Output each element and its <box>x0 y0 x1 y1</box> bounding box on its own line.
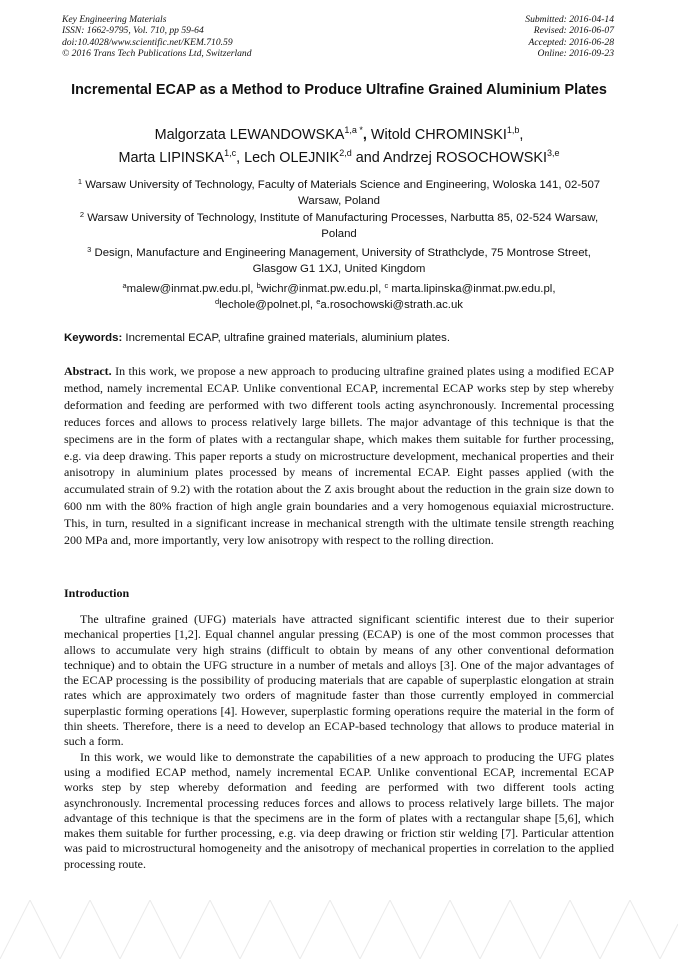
doi-link[interactable]: doi:10.4028/www.scientific.net/KEM.710.59 <box>62 36 233 48</box>
intro-paragraph: The ultrafine grained (UFG) materials have attracted significant scientific interest due to their superior mechanical properties [1,2]. Equal channel angular pressing (ECAP) is one of the most common processes that allows to accumulate very high strains (difficult to obtain by means of any other conventional deformation technique) and to obtain the UFG structure in a number of metals and alloys [3]. One of the major advantages of the ECAP processing is the possibility of producing materials that are capable of superplastic elongation at strain rates which are approximately two orders of magnitude faster than those currently employed in commercial superplastic forming operations [4]. However, superplastic forming operations require the material in the form of thin sheets. Therefore, there is a need to develop an ECAP-based technology that allows to produce material in such a form. <box>64 612 614 749</box>
author-line-2 <box>55 147 623 170</box>
author-name: Witold CHROMINSKI <box>370 127 507 143</box>
email-sup: b <box>256 281 261 290</box>
affiliation-text: Warsaw University of Technology, Faculty of Materials Science and Engineering, Woloska 141, 02-507 Warsaw, Poland <box>85 179 601 207</box>
author-line-1 <box>55 124 623 147</box>
author-name: Marta LIPINSKA <box>118 150 225 166</box>
email-link[interactable]: lechole@polnet.pl, <box>219 299 314 311</box>
email-link[interactable]: a.rosochowski@strath.ac.uk <box>320 299 464 311</box>
watermark-pattern <box>0 900 678 959</box>
email-link[interactable]: marta.lipinska@inmat.pw.edu.pl, <box>391 283 556 295</box>
email-sup: d <box>214 297 220 306</box>
email-list <box>66 281 612 313</box>
paper-title: Incremental ECAP as a Method to Produce Ultrafine Grained Aluminium Plates <box>71 82 607 98</box>
intro-paragraph: In this work, we would like to demonstrate the capabilities of a new approach to producing the UFG plates using a modified ECAP method, namely incremental ECAP. Unlike conventional ECAP, incremental ECAP works step by step whereby deformation and feeding are performed with two different tools acting asynchronously. Incremental processing reduces forces and allows to process relatively large billets. The major advantage of this technique is that the specimens are in the form of plates with a rectangular shape [5,6], which makes them suitable for further processing, e.g. via deep drawing or friction stir welding [7]. Particular attention was paid to microstructural homogeneity and the anisotropy of mechanical properties in correlation to the applied processing route. <box>64 749 614 871</box>
email-sup: a <box>122 281 127 290</box>
author-name: Andrzej ROSOCHOWSKI <box>383 150 547 166</box>
author-sup: 3,e <box>546 148 560 158</box>
introduction-body <box>64 612 614 872</box>
revised-date: Revised: 2016-06-07 <box>533 25 614 37</box>
affiliation-2 <box>66 210 612 242</box>
author-name: Lech OLEJNIK <box>244 150 340 166</box>
keywords-label: Keywords: <box>64 332 123 344</box>
submitted-date: Submitted: 2016-04-14 <box>525 14 614 25</box>
email-line-1 <box>66 281 612 297</box>
author-sup: 1,c <box>224 148 237 158</box>
author-sup: 1,a * <box>344 125 363 135</box>
section-heading-introduction: Introduction <box>64 586 130 600</box>
email-link[interactable]: wichr@inmat.pw.edu.pl, <box>260 283 382 295</box>
author-list <box>55 124 623 170</box>
accepted-date: Accepted: 2016-06-28 <box>528 36 614 48</box>
abstract-label: Abstract. <box>64 364 112 378</box>
author-sup: 1,b <box>506 125 520 135</box>
affiliation-text: Warsaw University of Technology, Institute of Manufacturing Processes, Narbutta 85, 02-524 Warsaw, Poland <box>87 212 599 240</box>
author-sup: 2,d <box>339 148 352 158</box>
issn-line: ISSN: 1662-9795, Vol. 710, pp 59-64 <box>62 25 204 37</box>
affiliation-1 <box>66 177 612 209</box>
affiliation-number: 1 <box>77 177 83 186</box>
abstract <box>64 363 614 549</box>
email-sup: e <box>316 297 321 306</box>
affiliation-text: Design, Manufacture and Engineering Management, University of Strathclyde, 75 Montrose Street, Glasgow G1 1XJ, United Kingdom <box>94 247 591 275</box>
copyright-line: © 2016 Trans Tech Publications Ltd, Switzerland <box>62 47 252 59</box>
author-separator-and: and <box>355 150 380 166</box>
affiliation-3 <box>66 245 612 277</box>
abstract-text: In this work, we propose a new approach to producing ultrafine grained plates using a modified ECAP method, namely incremental ECAP. Unlike conventional ECAP, incremental ECAP works step by step whereby deformation and feeding are performed with two different tools acting asynchronously. Incremental processing reduces forces and allows to process relatively large billets. The major advantage of this technique is that the specimens are in the form of plates with a rectangular shape, which makes them suitable for further processing, e.g. via deep drawing. This paper reports a study on microstructure development, mechanical properties and their anisotropy in aluminium plates processed by means of incremental ECAP. Eight passes applied (with the accumulated strain of 9.2) with the rotation about the Z axis brought about the reduction in the grain size down to 600 nm with the 80% fraction of high angle grain boundaries and a very homogenous equiaxial microstructure. This, in turn, resulted in a significant increase in mechanical strength with the ultimate tensile strength reaching 200 MPa and, more importantly, very low anisotropy with respect to the rolling direction. <box>64 364 614 548</box>
online-date: Online: 2016-09-23 <box>537 47 614 59</box>
author-separator: , <box>519 127 524 143</box>
keywords <box>64 331 616 345</box>
author-separator: , <box>236 150 241 166</box>
author-separator: , <box>362 127 367 143</box>
keywords-text: Incremental ECAP, ultrafine grained materials, aluminium plates. <box>125 332 450 344</box>
affiliation-number: 2 <box>79 210 85 219</box>
author-name: Malgorzata LEWANDOWSKA <box>154 127 345 143</box>
email-sup: c <box>384 281 389 290</box>
affiliation-number: 3 <box>87 245 92 254</box>
email-line-2 <box>66 297 612 313</box>
journal-header-left <box>62 14 252 59</box>
journal-name: Key Engineering Materials <box>62 14 167 25</box>
email-link[interactable]: malew@inmat.pw.edu.pl, <box>126 283 254 295</box>
journal-header-right <box>525 14 614 59</box>
